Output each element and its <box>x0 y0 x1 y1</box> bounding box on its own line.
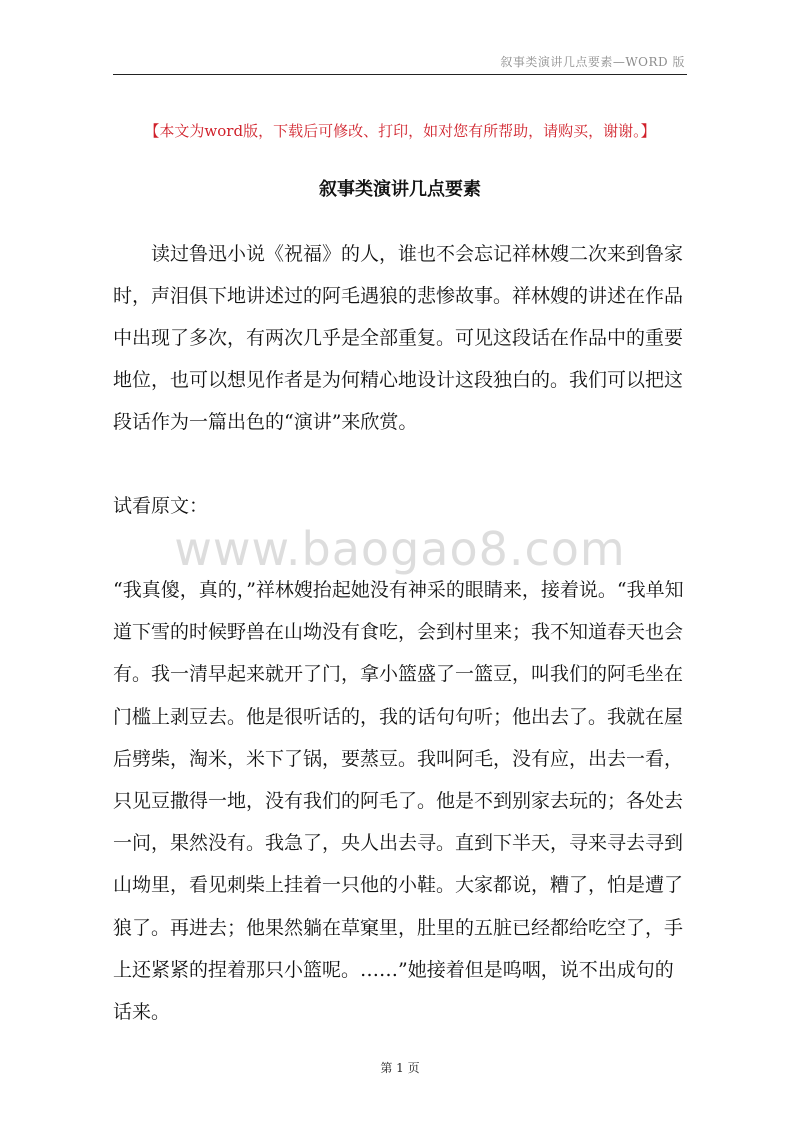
download-notice: 【本文为word版，下载后可修改、打印，如对您有所帮助，请购买，谢谢。】 <box>144 122 656 140</box>
running-header: 叙事类演讲几点要素—WORD 版 <box>500 55 685 69</box>
paragraph-intro: 读过鲁迅小说《祝福》的人，谁也不会忘记祥林嫂二次来到鲁家时，声泪俱下地讲述过的阿毛遇狼的悲惨故事。祥林嫂的讲述在作品中出现了多次，有两次几乎是全部重复。可见这段话在作品中的重要地位，也可以想见作者是为何精心地设计这段独白的。我们可以把这段话作为一篇出色的“演讲”来欣赏。 <box>113 243 684 433</box>
page-number: 第 1 页 <box>380 1061 420 1075</box>
paragraph-quotation: “我真傻，真的，”祥林嫂抬起她没有神采的眼睛来，接着说。“我单知道下雪的时候野兽在山坳没有食吃，会到村里来；我不知道春天也会有。我一清早起来就开了门，拿小篮盛了一篮豆，叫我们的阿毛坐在门槛上剥豆去。他是很听话的，我的话句句听；他出去了。我就在屋后劈柴，淘米，米下了锅，要蒸豆。我叫阿毛，没有应，出去一看，只见豆撒得一地，没有我们的阿毛了。他是不到别家去玩的；各处去一问，果然没有。我急了，央人出去寻。直到下半天，寻来寻去寻到山坳里，看见刺柴上挂着一只他的小鞋。大家都说，糟了，怕是遭了狼了。再进去；他果然躺在草窠里，肚里的五脏已经都给吃空了，手上还紧紧的捏着那只小篮呢。……”她接着但是呜咽，说不出成句的话来。 <box>113 579 684 1024</box>
paragraph-lead-in: 试看原文： <box>113 495 209 517</box>
document-title: 叙事类演讲几点要素 <box>319 179 481 200</box>
header-divider <box>113 74 687 75</box>
site-watermark: www.baogao8.com <box>174 522 626 576</box>
